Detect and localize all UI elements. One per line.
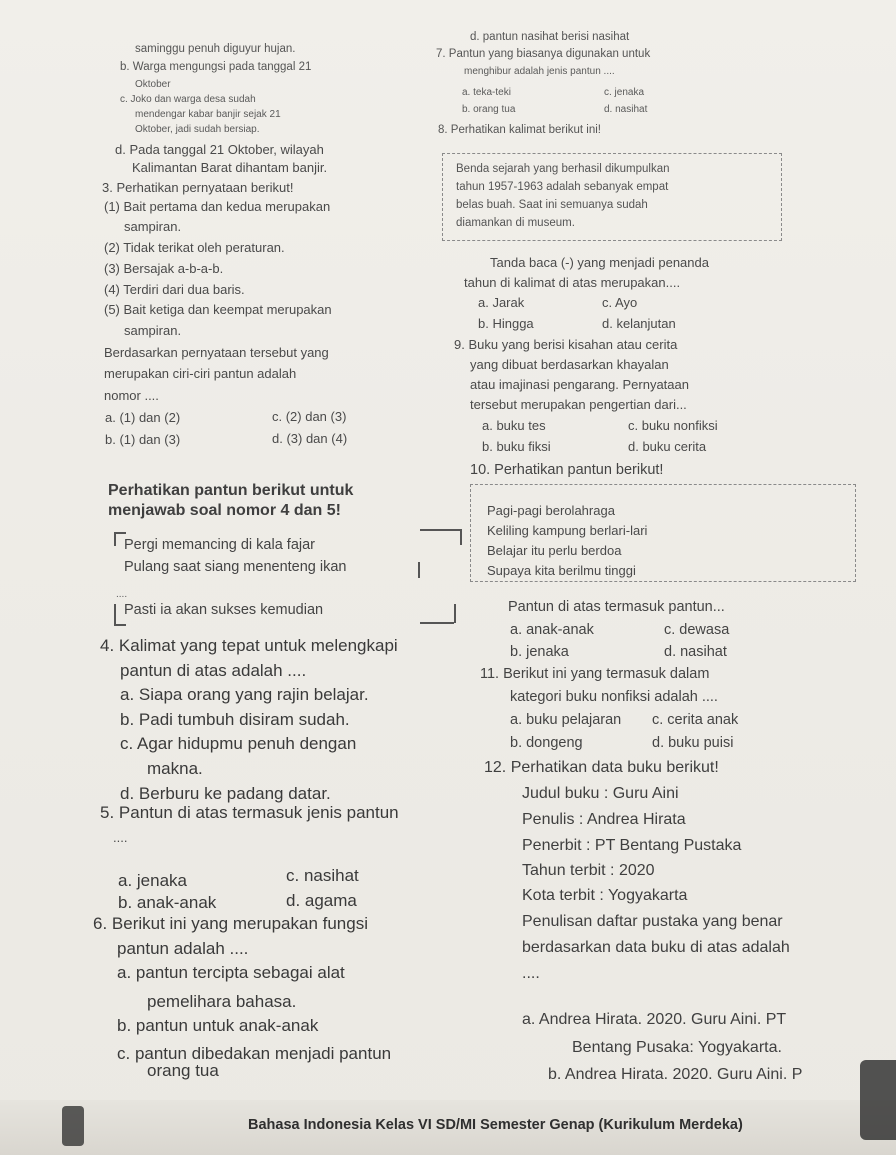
text-line: Oktober, jadi sudah bersiap. [135,124,260,135]
option-d: d. nasihat [664,644,727,660]
text-line: pantun adalah .... [117,939,249,958]
pantun-line: Pergi memancing di kala fajar [124,537,316,553]
option-d: d. pantun nasihat berisi nasihat [470,31,630,43]
footer-text: Bahasa Indonesia Kelas VI SD/MI Semester Genap (Kurikulum Merdeka) [248,1117,743,1133]
text-line: Bentang Pusaka: Yogyakarta. [572,1039,782,1056]
pantun-line: Pulang saat siang menenteng ikan [124,559,347,575]
option-d: d. Pada tanggal 21 Oktober, wilayah [115,142,324,157]
question-7: 7. Pantun yang biasanya digunakan untuk [436,48,651,60]
question-6: 6. Berikut ini yang merupakan fungsi [93,914,368,933]
option-a: a. buku tes [482,418,546,433]
option-a: a. Andrea Hirata. 2020. Guru Aini. PT [522,1011,787,1028]
option-c: c. Ayo [602,295,638,310]
option-d: d. buku puisi [652,735,734,751]
option-a: a. buku pelajaran [510,712,622,728]
book-data-line: Penerbit : PT Bentang Pustaka [522,837,742,854]
text-line: Penulisan daftar pustaka yang benar [522,913,783,930]
box-line: diamankan di museum. [456,217,575,229]
text-line: pemelihara bahasa. [147,992,297,1011]
text-line: merupakan ciri-ciri pantun adalah [104,366,297,381]
page-decoration [62,1106,84,1146]
option-a: a. (1) dan (2) [105,410,181,425]
box-line: tahun 1957-1963 adalah sebanyak empat [456,181,669,193]
text-line: sampiran. [124,219,182,234]
question-4: 4. Kalimat yang tepat untuk melengkapi [100,636,398,655]
text-line: kategori buku nonfiksi adalah .... [510,689,718,705]
text-line: Oktober [135,79,171,90]
option-b: b. Warga mengungsi pada tanggal 21 [120,61,312,73]
option-d: d. nasihat [604,104,648,115]
option-a: a. Siapa orang yang rajin belajar. [120,685,369,704]
pantun-line: Keliling kampung berlari-lari [487,523,648,538]
option-b: b. pantun untuk anak-anak [117,1016,319,1035]
option-d: d. (3) dan (4) [272,431,348,446]
question-11: 11. Berikut ini yang termasuk dalam [480,666,710,682]
text-line: menghibur adalah jenis pantun .... [464,66,615,77]
option-c: c. cerita anak [652,712,739,728]
text-line: Tanda baca (-) yang menjadi penanda [490,255,709,270]
page-decoration [860,1060,896,1140]
text-line: .... [113,830,128,845]
question-3: 3. Perhatikan pernyataan berikut! [102,180,294,195]
option-a: a. anak-anak [510,622,594,638]
statement-4: (4) Terdiri dari dua baris. [104,282,245,297]
option-b: b. Hingga [478,316,534,331]
statement-3: (3) Bersajak a-b-a-b. [104,261,224,276]
instruction-heading: menjawab soal nomor 4 dan 5! [108,502,341,519]
book-data-line: Penulis : Andrea Hirata [522,811,686,828]
option-a: a. jenaka [118,871,187,890]
option-d: d. buku cerita [628,439,707,454]
instruction-heading: Perhatikan pantun berikut untuk [108,482,354,499]
pantun-line: Supaya kita berilmu tinggi [487,563,636,578]
text-line: tersebut merupakan pengertian dari... [470,397,687,412]
text-line: sampiran. [124,323,182,338]
text-line: Kalimantan Barat dihantam banjir. [132,160,328,175]
frame-corner [420,529,460,531]
option-d: d. Berburu ke padang datar. [120,784,331,803]
statement-2: (2) Tidak terikat oleh peraturan. [104,240,285,255]
option-a: a. teka-teki [462,87,511,98]
frame-corner [114,532,126,534]
option-a: a. pantun tercipta sebagai alat [117,963,345,982]
box-line: belas buah. Saat ini semuanya sudah [456,199,648,211]
option-c: c. Agar hidupmu penuh dengan [120,734,357,753]
option-b: b. (1) dan (3) [105,432,181,447]
option-c: c. Joko dan warga desa sudah [120,94,256,105]
option-c: c. pantun dibedakan menjadi pantun [117,1044,392,1063]
frame-corner [454,604,456,623]
pantun-line: Pasti ia akan sukses kemudian [124,602,324,618]
text-line: Pantun di atas termasuk pantun... [508,599,725,615]
option-a: a. Jarak [478,295,525,310]
option-d: d. agama [286,891,357,910]
option-c: c. buku nonfiksi [628,418,718,433]
option-b: b. anak-anak [118,893,217,912]
question-8: 8. Perhatikan kalimat berikut ini! [438,124,601,136]
frame-tick [418,562,420,578]
frame-corner [420,622,454,624]
frame-corner [114,624,126,626]
option-b: b. orang tua [462,104,516,115]
book-data-line: Tahun terbit : 2020 [522,862,655,879]
statement-1: (1) Bait pertama dan kedua merupakan [104,199,331,214]
frame-corner [460,529,462,545]
question-9: 9. Buku yang berisi kisahan atau cerita [454,337,678,352]
option-c: c. (2) dan (3) [272,409,347,424]
frame-corner [114,532,116,546]
option-d: d. kelanjutan [602,316,676,331]
text-line: mendengar kabar banjir sejak 21 [135,109,281,120]
option-b: b. Andrea Hirata. 2020. Guru Aini. P [548,1066,803,1083]
option-c: c. nasihat [286,866,359,885]
option-c: c. dewasa [664,622,730,638]
question-10: 10. Perhatikan pantun berikut! [470,462,664,478]
question-5: 5. Pantun di atas termasuk jenis pantun [100,803,399,822]
question-12: 12. Perhatikan data buku berikut! [484,759,719,776]
text-line: Berdasarkan pernyataan tersebut yang [104,345,329,360]
box-line: Benda sejarah yang berhasil dikumpulkan [456,163,670,175]
statement-5: (5) Bait ketiga dan keempat merupakan [104,302,332,317]
option-b: b. dongeng [510,735,583,751]
text-line: pantun di atas adalah .... [120,661,307,680]
text-line: atau imajinasi pengarang. Pernyataan [470,377,689,392]
option-c: c. jenaka [604,87,645,98]
text-line: nomor .... [104,388,159,403]
pantun-line: Belajar itu perlu berdoa [487,543,622,558]
book-data-line: Kota terbit : Yogyakarta [522,887,688,904]
text-line: orang tua [147,1061,219,1080]
option-b: b. buku fiksi [482,439,551,454]
option-b: b. jenaka [510,644,569,660]
text-line: berdasarkan data buku di atas adalah [522,939,790,956]
option-b: b. Padi tumbuh disiram sudah. [120,710,350,729]
pantun-line: Pagi-pagi berolahraga [487,503,615,518]
text-line: saminggu penuh diguyur hujan. [135,43,296,55]
frame-corner [114,604,116,624]
book-data-line: Judul buku : Guru Aini [522,785,679,802]
pantun-line: .... [116,589,128,600]
text-line: makna. [147,759,203,778]
text-line: yang dibuat berdasarkan khayalan [470,357,669,372]
text-line: tahun di kalimat di atas merupakan.... [464,275,681,290]
text-line: .... [522,965,540,982]
